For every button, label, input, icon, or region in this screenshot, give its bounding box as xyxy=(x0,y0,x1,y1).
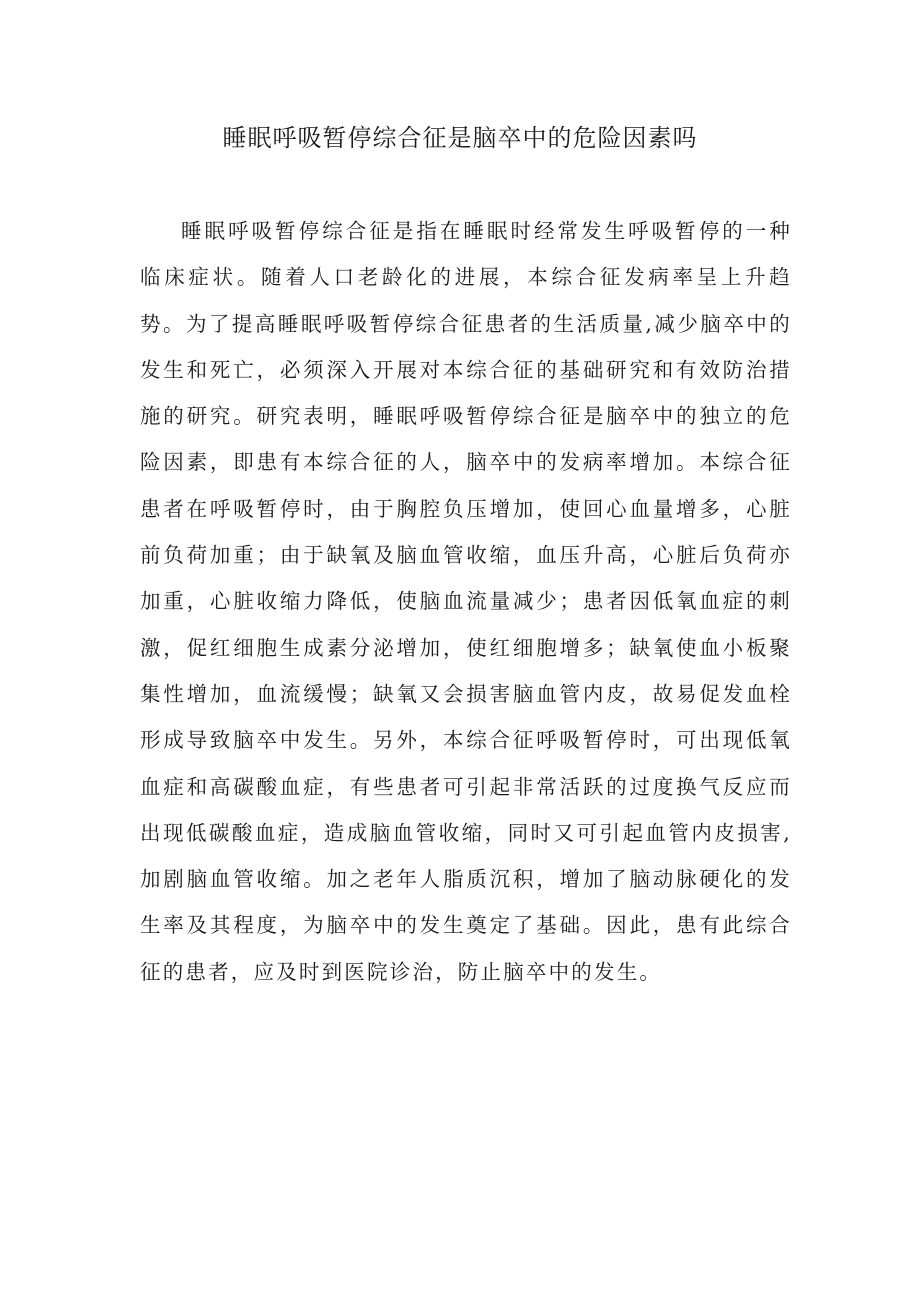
body-paragraph: 睡眠呼吸暂停综合征是指在睡眠时经常发生呼吸暂停的一种临床症状。随着人口老龄化的进展，本综合征发病率呈上升趋势。为了提高睡眠呼吸暂停综合征患者的生活质量,减少脑卒中的发生和死亡，必须深入开展对本综合征的基础研究和有效防治措施的研究。研究表明，睡眠呼吸暂停综合征是脑卒中的独立的危险因素，即患有本综合征的人，脑卒中的发病率增加。本综合征患者在呼吸暂停时，由于胸腔负压增加，使回心血量增多，心脏前负荷加重；由于缺氧及脑血管收缩，血压升高，心脏后负荷亦加重，心脏收缩力降低，使脑血流量减少；患者因低氧血症的刺激，促红细胞生成素分泌增加，使红细胞增多；缺氧使血小板聚集性增加，血流缓慢；缺氧又会损害脑血管内皮，故易促发血栓形成导致脑卒中发生。另外，本综合征呼吸暂停时，可出现低氧血症和高碳酸血症，有些患者可引起非常活跃的过度换气反应而出现低碳酸血症，造成脑血管收缩，同时又可引起血管内皮损害,加剧脑血管收缩。加之老年人脂质沉积，增加了脑动脉硬化的发生率及其程度，为脑卒中的发生奠定了基础。因此，患有此综合征的患者，应及时到医院诊治，防止脑卒中的发生。 xyxy=(140,219,792,984)
document-title: 睡眠呼吸暂停综合征是脑卒中的危险因素吗 xyxy=(222,124,698,152)
